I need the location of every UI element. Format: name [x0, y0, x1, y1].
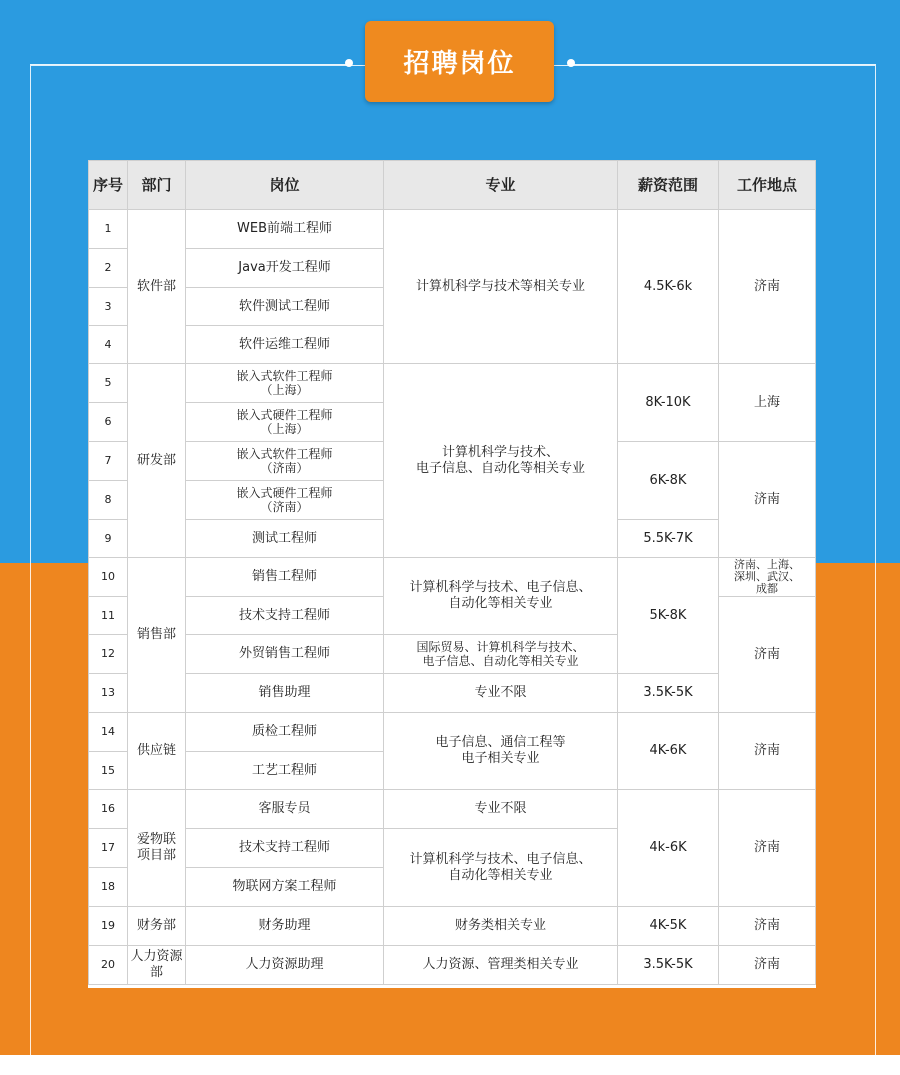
department-cell: 财务部 — [128, 907, 186, 946]
location-cell: 济南 — [719, 790, 816, 907]
row-number: 4 — [88, 326, 128, 364]
position-cell: 嵌入式软件工程师 （济南） — [186, 442, 384, 481]
row-number: 2 — [88, 249, 128, 288]
position-cell: 技术支持工程师 — [186, 829, 384, 868]
position-cell: 客服专员 — [186, 790, 384, 829]
salary-cell: 3.5K-5K — [618, 946, 719, 985]
title-dot-left — [345, 59, 353, 67]
row-number: 12 — [88, 635, 128, 674]
position-cell: 嵌入式软件工程师 （上海） — [186, 364, 384, 403]
major-cell: 电子信息、通信工程等 电子相关专业 — [384, 713, 618, 790]
row-number: 11 — [88, 597, 128, 635]
major-cell: 财务类相关专业 — [384, 907, 618, 946]
title-line-left — [30, 64, 348, 65]
row-number: 5 — [88, 364, 128, 403]
position-cell: 软件运维工程师 — [186, 326, 384, 364]
location-cell: 济南、上海、 深圳、武汉、 成都 — [719, 558, 816, 597]
position-cell: 质检工程师 — [186, 713, 384, 752]
table-header-cell: 薪资范围 — [618, 160, 719, 210]
salary-cell: 5K-8K — [618, 558, 719, 674]
major-cell: 计算机科学与技术等相关专业 — [384, 210, 618, 364]
row-number: 20 — [88, 946, 128, 985]
position-cell: 销售助理 — [186, 674, 384, 713]
location-cell: 济南 — [719, 210, 816, 364]
position-cell: 测试工程师 — [186, 520, 384, 558]
major-cell: 专业不限 — [384, 790, 618, 829]
location-cell: 济南 — [719, 442, 816, 558]
row-number: 3 — [88, 288, 128, 326]
page-title: 招聘岗位 — [365, 21, 554, 102]
position-cell: 物联网方案工程师 — [186, 868, 384, 907]
row-number: 10 — [88, 558, 128, 597]
table-header-cell: 专业 — [384, 160, 618, 210]
position-cell: Java开发工程师 — [186, 249, 384, 288]
row-number: 13 — [88, 674, 128, 713]
location-cell: 济南 — [719, 946, 816, 985]
department-cell: 人力资源 部 — [128, 946, 186, 985]
position-cell: 嵌入式硬件工程师 （上海） — [186, 403, 384, 442]
position-cell: 外贸销售工程师 — [186, 635, 384, 674]
position-cell: 财务助理 — [186, 907, 384, 946]
major-cell: 人力资源、管理类相关专业 — [384, 946, 618, 985]
row-number: 6 — [88, 403, 128, 442]
major-cell: 计算机科学与技术、 电子信息、自动化等相关专业 — [384, 364, 618, 558]
position-cell: WEB前端工程师 — [186, 210, 384, 249]
department-cell: 软件部 — [128, 210, 186, 364]
title-dot-right — [567, 59, 575, 67]
major-cell: 国际贸易、计算机科学与技术、 电子信息、自动化等相关专业 — [384, 635, 618, 674]
position-cell: 技术支持工程师 — [186, 597, 384, 635]
salary-cell: 3.5K-5K — [618, 674, 719, 713]
table-header-cell: 岗位 — [186, 160, 384, 210]
row-number: 14 — [88, 713, 128, 752]
table-header-cell: 序号 — [88, 160, 128, 210]
major-cell: 计算机科学与技术、电子信息、 自动化等相关专业 — [384, 558, 618, 635]
department-cell: 研发部 — [128, 364, 186, 558]
table-header-cell: 工作地点 — [719, 160, 816, 210]
row-number: 8 — [88, 481, 128, 520]
recruitment-table — [88, 160, 816, 988]
salary-cell: 5.5K-7K — [618, 520, 719, 558]
department-cell: 供应链 — [128, 713, 186, 790]
row-number: 1 — [88, 210, 128, 249]
location-cell: 济南 — [719, 713, 816, 790]
salary-cell: 6K-8K — [618, 442, 719, 520]
row-number: 7 — [88, 442, 128, 481]
row-number: 19 — [88, 907, 128, 946]
major-cell: 计算机科学与技术、电子信息、 自动化等相关专业 — [384, 829, 618, 907]
salary-cell: 4K-6K — [618, 713, 719, 790]
row-number: 15 — [88, 752, 128, 790]
location-cell: 济南 — [719, 597, 816, 713]
row-number: 17 — [88, 829, 128, 868]
department-cell: 爱物联 项目部 — [128, 790, 186, 907]
row-number: 9 — [88, 520, 128, 558]
location-cell: 上海 — [719, 364, 816, 442]
salary-cell: 4.5K-6k — [618, 210, 719, 364]
row-number: 16 — [88, 790, 128, 829]
salary-cell: 4K-5K — [618, 907, 719, 946]
row-number: 18 — [88, 868, 128, 907]
salary-cell: 8K-10K — [618, 364, 719, 442]
position-cell: 软件测试工程师 — [186, 288, 384, 326]
location-cell: 济南 — [719, 907, 816, 946]
position-cell: 人力资源助理 — [186, 946, 384, 985]
position-cell: 嵌入式硬件工程师 （济南） — [186, 481, 384, 520]
position-cell: 销售工程师 — [186, 558, 384, 597]
table-header-cell: 部门 — [128, 160, 186, 210]
position-cell: 工艺工程师 — [186, 752, 384, 790]
department-cell: 销售部 — [128, 558, 186, 713]
title-line-right — [572, 64, 876, 65]
salary-cell: 4k-6K — [618, 790, 719, 907]
major-cell: 专业不限 — [384, 674, 618, 713]
